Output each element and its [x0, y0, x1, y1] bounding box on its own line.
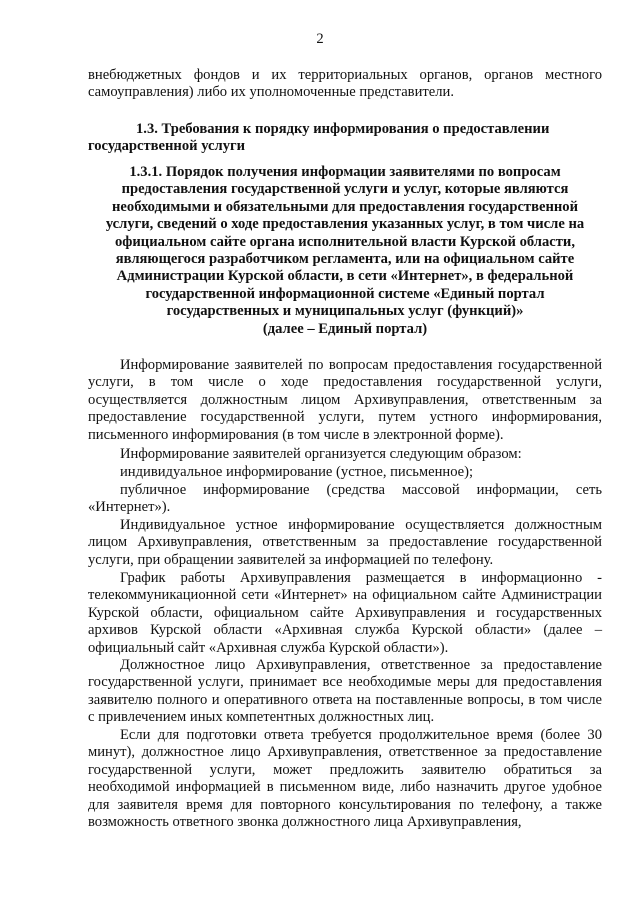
subsection-heading-line: необходимыми и обязательными для предоставления государственной [112, 198, 578, 215]
section-heading-1-3 [88, 121, 602, 156]
paragraph-official-measures: Должностное лицо Архивуправления, ответственное за предоставление государственной услуги, принимает все необходимые меры для предоставления заявителю полного и оперативного ответа на поставленные вопросы, в том числе с привлечением иных компетентных должностных лиц. [88, 657, 602, 726]
subsection-heading-line: государственной информационной системе «Единый портал [145, 285, 545, 302]
paragraph-public: публичное информирование (средства массовой информации, сеть «Интернет»). [88, 482, 602, 516]
paragraph-informing: Информирование заявителей по вопросам предоставления государственной услуги, в том числе о ходе предоставления государственной услуги, осуществляется должностным лицом Архивуправления, ответственным за предоставление государственной услуги, путем устного информирования, письменного информирования (в том числе в электронной форме). [88, 357, 602, 443]
subsection-heading-line: услуги, сведений о ходе предоставления указанных услуг, в том числе на [105, 216, 585, 233]
paragraph-oral: Индивидуальное устное информирование осуществляется должностным лицом Архивуправления, ответственным за предоставление государственной услуги, при обращении заявителей за информацией по телефону. [88, 517, 602, 568]
paragraph-organization: Информирование заявителей организуется следующим образом: [120, 446, 522, 462]
subsection-heading-line: 1.3.1. Порядок получения информации заявителями по вопросам [129, 164, 561, 180]
paragraph-long-answer: Если для подготовки ответа требуется продолжительное время (более 30 минут), должностное лицо Архивуправления, ответственное за предоставление государственной услуги, может предложить заявителю обратиться за необходимой информацией в письменном виде, либо назначить другое удобное для заявителя время для повторного консультирования по телефону, а также возможность ответного звонка должностного лица Архивуправления, [88, 727, 602, 831]
intro-line-1: внебюджетных фондов и их территориальных органов, органов местного [88, 67, 602, 83]
intro-line-2: самоуправления) либо их уполномоченные представители. [88, 84, 454, 101]
subsection-heading-line: являющегося разработчиком регламента, или на официальном сайте [115, 251, 575, 268]
paragraph-individual: индивидуальное информирование (устное, письменное); [120, 464, 474, 480]
subsection-heading-line: официальном сайте органа исполнительной власти Курской области, [114, 233, 575, 250]
subsection-heading-line: государственных и муниципальных услуг (функций)» [166, 303, 524, 320]
intro-paragraph [88, 67, 602, 102]
subsection-heading-line: предоставления государственной услуги и услуг, которые являются [121, 181, 569, 198]
subsection-heading-1-3-1 [80, 164, 610, 338]
section-heading-line-2: государственной услуги [88, 138, 246, 155]
section-heading-line-1: 1.3. Требования к порядку информирования о предоставлении [136, 121, 550, 137]
subsection-heading-line: Администрации Курской области, в сети «Интернет», в федеральной [116, 268, 574, 285]
page-number: 2 [316, 31, 324, 47]
paragraph-schedule: График работы Архивуправления размещается в информационно - телекоммуникационной сети «Интернет» на официальном сайте Администрации Курской области, официальном сайте Архивуправления и государственных архивов Курской области «Архивная служба Курской области» (далее – официальный сайт «Архивная служба Курской области»). [88, 570, 602, 656]
subsection-heading-line: (далее – Единый портал) [262, 320, 428, 337]
